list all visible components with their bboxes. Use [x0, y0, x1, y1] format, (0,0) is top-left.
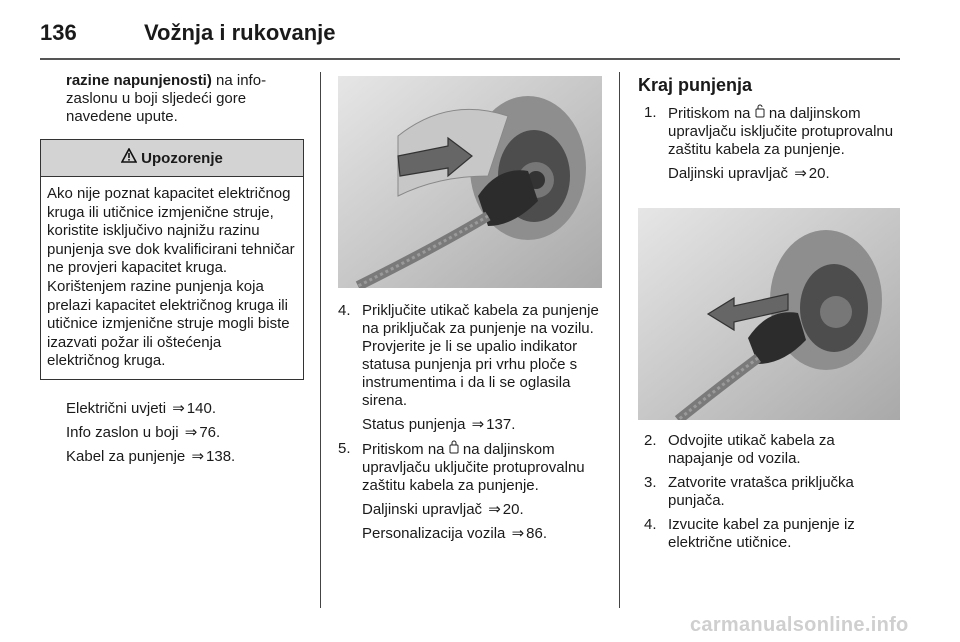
list-item: 4. Priključite utikač kabela za punjenje na priključak za punjenje na vozilu. Provjerite je li se upalio indikator statusa punjenja pri vrhu ploče s instrumentima i da li se oglasila sirena. Status punjenja ⇒ 137.	[338, 302, 602, 434]
list-item: 5. Pritiskom na na daljinskom upravljaču uključite protuprovalnu zaštitu kabela za punjenje. Daljinski upravljač ⇒ 20. Personalizacija vozila ⇒ 86.	[338, 440, 602, 543]
intro-bold: razine napunjenosti)	[66, 72, 212, 89]
watermark: carmanualsonline.info	[690, 614, 909, 636]
page-ref-arrow-icon: ⇒	[172, 400, 185, 417]
list-item: 2. Odvojite utikač kabela za napajanje od vozila.	[644, 432, 900, 468]
warning-title: Upozorenje	[141, 149, 223, 167]
right-steps	[638, 432, 900, 558]
charging-plug-photo	[338, 76, 602, 288]
reference-link[interactable]: Kabel za punjenje ⇒ 138.	[66, 448, 236, 465]
unlock-icon	[755, 105, 765, 122]
page-ref-arrow-icon: ⇒	[184, 424, 198, 441]
list-item: 1. Pritiskom na na daljinskom upravljaču isključite protuprovalnu zaštitu kabela za punjenje. Daljinski upravljač ⇒ 20.	[644, 104, 900, 183]
reference-link[interactable]: Personalizacija vozila ⇒ 86.	[362, 525, 548, 542]
step-text: Pritiskom na na daljinskom upravljaču isključite protuprovalnu zaštitu kabela za punjenje.	[668, 105, 894, 158]
page-number: 136	[40, 20, 77, 45]
reference-link[interactable]: Daljinski upravljač ⇒ 20.	[362, 501, 524, 518]
left-references	[66, 400, 235, 472]
unplug-photo	[638, 208, 900, 420]
right-section	[638, 74, 900, 189]
chapter-title: Vožnja i rukovanje	[144, 20, 336, 45]
warning-text: Ako nije poznat kapacitet električnog kruga ili utičnice izmjenične struje, koristite isključivo najnižu razinu punjenja sve dok kvalificirani tehničar ne provjeri kapacitet kruga. Korištenjem razine punjenja koja prelazi kapacitet električnog kruga ili utičnice izmjenične struje mogli biste izazvati požar ili oštećenja električnog kruga.	[47, 185, 295, 370]
list-item: 3. Zatvorite vratašca priključka punjača.	[644, 474, 900, 510]
reference-link[interactable]: Električni uvjeti ⇒ 140.	[66, 400, 216, 417]
page-ref-arrow-icon: ⇒	[511, 525, 525, 542]
reference-link[interactable]: Info zaslon u boji ⇒ 76.	[66, 424, 221, 441]
column-divider-1	[320, 72, 321, 608]
page-ref-arrow-icon: ⇒	[471, 416, 485, 433]
reference-link[interactable]: Status punjenja ⇒ 137.	[362, 416, 516, 433]
column-divider-2	[619, 72, 620, 608]
header-divider	[40, 58, 900, 60]
step-text: Izvucite kabel za punjenje iz električne utičnice.	[668, 516, 855, 551]
middle-steps	[338, 302, 602, 549]
list-item: 4. Izvucite kabel za punjenje iz električne utičnice.	[644, 516, 900, 552]
section-title: Kraj punjenja	[638, 75, 753, 95]
page-header	[40, 14, 900, 54]
reference-link[interactable]: Daljinski upravljač ⇒ 20.	[668, 165, 830, 182]
warning-header	[41, 140, 303, 177]
page-ref-arrow-icon: ⇒	[488, 501, 501, 518]
step-text: Priključite utikač kabela za punjenje na priključak za punjenje na vozilu. Provjerite je li se upalio indikator statusa punjenja pri vrhu ploče s instrumentima i da li se oglasila sirena.	[362, 302, 599, 409]
warning-triangle-icon	[121, 148, 137, 168]
step-text: Pritiskom na na daljinskom upravljaču uključite protuprovalnu zaštitu kabela za punjenje.	[362, 441, 585, 494]
intro-text: na info-zaslonu u boji sljedeći gore navedene upute.	[66, 72, 267, 125]
step-text: Odvojite utikač kabela za napajanje od vozila.	[668, 432, 835, 467]
step-text: Zatvorite vratašca priključka punjača.	[668, 474, 854, 509]
page-ref-arrow-icon: ⇒	[794, 165, 807, 182]
intro-paragraph	[66, 72, 302, 126]
lock-icon	[449, 441, 459, 458]
page-ref-arrow-icon: ⇒	[191, 448, 205, 465]
warning-box	[40, 139, 304, 380]
